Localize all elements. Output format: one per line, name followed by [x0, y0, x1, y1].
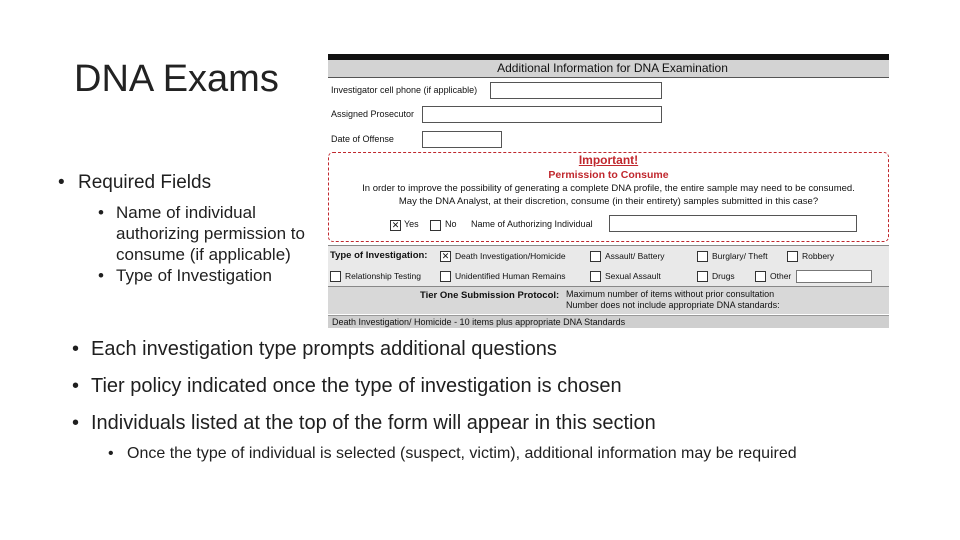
option-death-investigation: Death Investigation/Homicide	[455, 251, 566, 261]
bullet-tier-policy: • Tier policy indicated once the type of investigation is chosen	[72, 375, 622, 397]
prosecutor-label: Assigned Prosecutor	[331, 109, 415, 119]
checkbox-drugs[interactable]	[697, 271, 708, 282]
checkbox-unidentified-remains[interactable]	[440, 271, 451, 282]
prosecutor-field[interactable]	[422, 106, 662, 123]
checkbox-other[interactable]	[755, 271, 766, 282]
offense-date-label: Date of Offense	[331, 134, 394, 144]
investigation-type-section	[328, 245, 889, 287]
authorizing-field[interactable]	[609, 215, 857, 232]
bullet-required-fields: • Required Fields	[58, 172, 212, 193]
yes-label: Yes	[404, 219, 419, 229]
form-header: Additional Information for DNA Examination	[328, 54, 889, 78]
option-drugs: Drugs	[712, 271, 735, 281]
dna-form-screenshot	[328, 54, 889, 328]
checkbox-robbery[interactable]	[787, 251, 798, 262]
permission-to-consume-box	[328, 152, 889, 242]
permission-subtitle: Permission to Consume	[548, 169, 669, 181]
permission-text-2: May the DNA Analyst, at their discretion, consume (in their entirety) samples submitted in this case?	[398, 196, 819, 207]
option-burglary: Burglary/ Theft	[712, 251, 768, 261]
tier-text-1: Maximum number of items without prior consultation	[566, 289, 775, 299]
important-title: Important!	[578, 153, 639, 167]
cell-phone-label: Investigator cell phone (if applicable)	[331, 85, 478, 95]
other-field[interactable]	[796, 270, 872, 283]
option-other: Other	[770, 271, 792, 281]
option-sexual-assault: Sexual Assault	[605, 271, 661, 281]
checkbox-relationship-testing[interactable]	[330, 271, 341, 282]
permission-text-1: In order to improve the possibility of generating a complete DNA profile, the entire sample may need to be consumed.	[362, 183, 855, 194]
tier-text-2: Number does not include appropriate DNA standards:	[566, 300, 780, 310]
option-relationship-testing: Relationship Testing	[345, 271, 421, 281]
sub-bullet-authorizing: • Name of individual authorizing permission to consume (if applicable)	[98, 203, 305, 264]
checkbox-assault[interactable]	[590, 251, 601, 262]
cell-phone-field[interactable]	[490, 82, 662, 99]
bullet-individuals: • Individuals listed at the top of the form will appear in this section	[72, 412, 656, 434]
bullet-investigation-questions: • Each investigation type prompts additional questions	[72, 338, 557, 360]
option-assault: Assault/ Battery	[605, 251, 665, 261]
tier-label: Tier One Submission Protocol:	[420, 290, 560, 301]
sub-bullet-investigation-type: • Type of Investigation	[98, 266, 272, 285]
no-label: No	[445, 219, 457, 229]
investigation-type-label: Type of Investigation:	[330, 250, 428, 261]
checkbox-sexual-assault[interactable]	[590, 271, 601, 282]
checkbox-burglary[interactable]	[697, 251, 708, 262]
no-checkbox[interactable]	[430, 220, 441, 231]
required-fields-list	[58, 172, 318, 286]
sub-bullet-individual-type: • Once the type of individual is selected (suspect, victim), additional information may be required	[108, 445, 797, 462]
tier-result: Death Investigation/ Homicide - 10 items plus appropriate DNA Standards	[328, 315, 889, 328]
tier-section	[328, 287, 889, 314]
authorizing-label: Name of Authorizing Individual	[471, 219, 593, 229]
lower-bullet-list	[72, 338, 932, 478]
checkbox-death-investigation[interactable]	[440, 251, 451, 262]
slide-title: DNA Exams	[74, 58, 279, 100]
option-robbery: Robbery	[802, 251, 835, 261]
offense-date-field[interactable]	[422, 131, 502, 148]
option-unidentified-remains: Unidentified Human Remains	[455, 271, 566, 281]
yes-checkbox[interactable]	[390, 220, 401, 231]
